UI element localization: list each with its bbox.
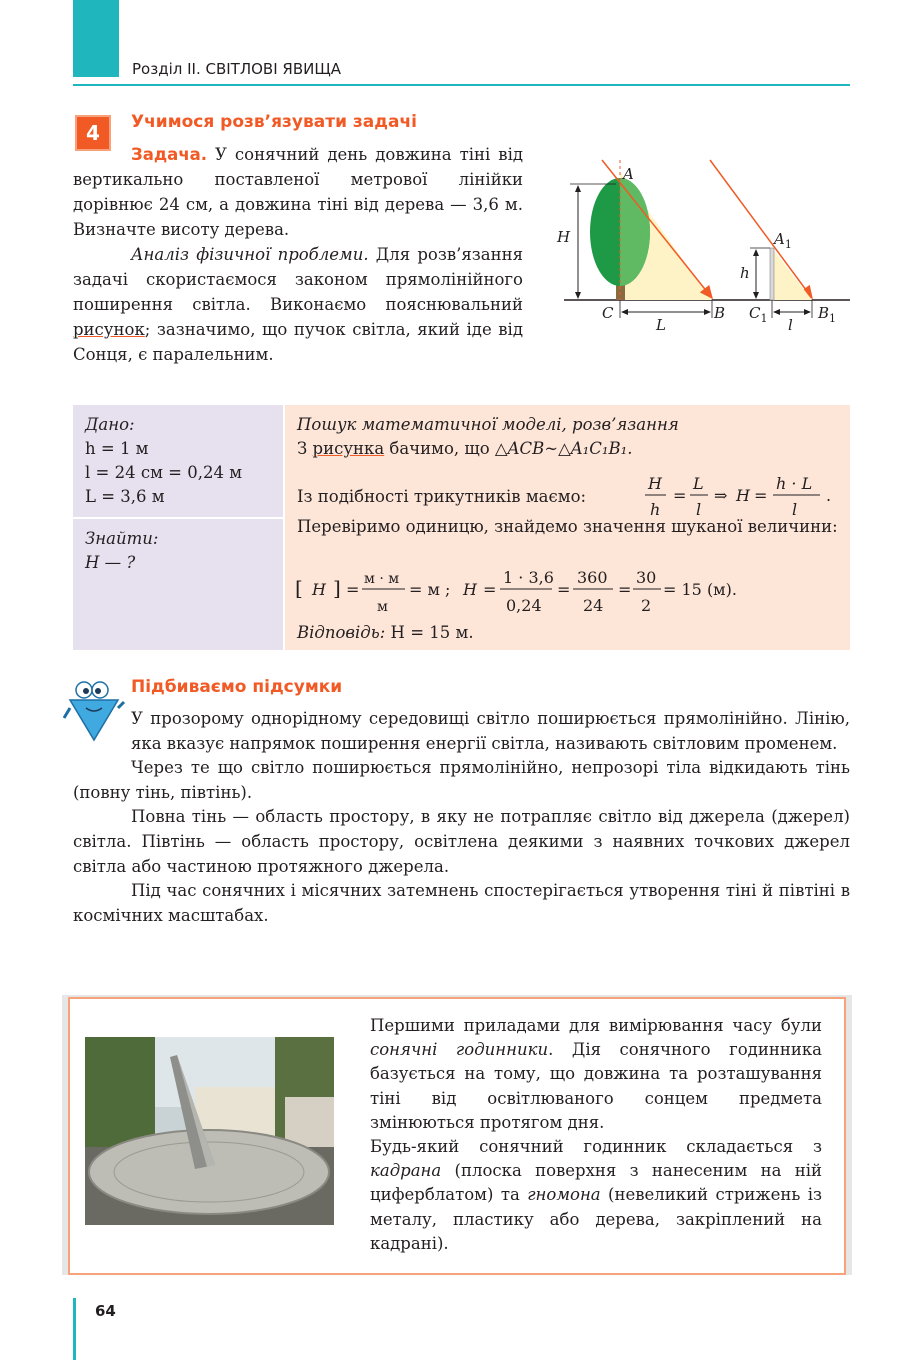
similarity-statement: △ACB∼△A₁C₁B₁. [494, 439, 633, 458]
svg-text:L: L [693, 474, 704, 493]
section-title: Учимося розв’язувати задачі [131, 112, 417, 132]
analysis-lead: Аналіз фізичної проблеми. [131, 245, 369, 264]
label-A: A [623, 165, 634, 183]
svg-text:H: H [463, 580, 477, 599]
problem-statement: У сонячний день довжина тіні від вертикально поставленої метрової лінійки дорівнює 24 см, а довжина тіні від дерева — 3,6 м. Визначте висоту дерева. [73, 145, 523, 239]
answer-line: Відповідь: H = 15 м. [297, 623, 474, 642]
page-number: 64 [95, 1302, 116, 1320]
solution-box [285, 405, 850, 650]
svg-text:=: = [618, 580, 632, 599]
svg-text:=: = [346, 580, 360, 599]
ratio-formula [640, 469, 840, 521]
calculation-formula [295, 565, 765, 619]
svg-text:h: h [650, 500, 661, 519]
label-B1: $B_1$ [818, 304, 837, 325]
given-title: Дано: [85, 415, 135, 434]
svg-text:l: l [696, 500, 702, 519]
svg-text:30: 30 [636, 568, 657, 587]
summary-title: Підбиваємо підсумки [131, 677, 343, 697]
given-line: l = 24 см = 0,24 м [85, 463, 243, 482]
svg-text:H: H [312, 580, 326, 599]
analysis-text-end: ; зазначимо, що пучок світла, який іде від Сонця, є паралельним. [73, 320, 523, 364]
svg-text:=: = [483, 580, 497, 599]
svg-text:м · м: м · м [364, 571, 400, 587]
footer-bar [73, 1298, 76, 1360]
label-L: L [656, 316, 666, 334]
svg-text:H: H [736, 486, 750, 505]
label-C1: $C_1$ [749, 304, 768, 325]
svg-text:м: м [377, 599, 388, 615]
svg-text:[: [ [295, 576, 303, 600]
label-l: l [788, 316, 793, 334]
section-number-badge: 4 [75, 115, 111, 151]
svg-text:H: H [648, 474, 662, 493]
svg-text:h · L: h · L [776, 474, 813, 493]
svg-text:360: 360 [577, 568, 608, 587]
svg-text:24: 24 [583, 596, 604, 615]
summary-paragraph: Повна тінь — область простору, в яку не потрапляє світло від джерела (джерел) світла. Півтінь — область простору, освітлена деякими з наявних точкових джерел світла або частиною протяжного джерела. [73, 807, 850, 876]
svg-text:1 · 3,6: 1 · 3,6 [503, 568, 554, 587]
find-title: Знайти: [85, 529, 159, 548]
svg-text:=: = [754, 486, 768, 505]
svg-text:= 15 (м).: = 15 (м). [663, 580, 737, 599]
svg-text:= м ;: = м ; [409, 580, 451, 599]
figure-link-2[interactable]: рисунка [312, 439, 385, 458]
label-A1: $A_1$ [774, 230, 792, 251]
sundial-photo [85, 1037, 334, 1225]
svg-text:=: = [673, 486, 687, 505]
problem-text [73, 142, 523, 367]
chapter-title: Розділ ІІ. СВІТЛОВІ ЯВИЩА [132, 60, 341, 78]
given-line: L = 3,6 м [85, 487, 165, 506]
summary-paragraph: Через те що світло поширюється прямолінійно, непрозорі тіла відкидають тінь (повну тінь, півтінь). [73, 758, 850, 802]
solution-line-3: Перевіримо одиницю, знайдемо значення шуканої величини: [297, 517, 838, 536]
ruler [770, 248, 774, 300]
summary-text [73, 707, 850, 928]
analysis-text: Для розв’язання задачі скористаємося законом прямолінійного поширення світла. Виконаємо пояснювальний [73, 245, 523, 314]
label-B: B [714, 304, 726, 322]
svg-text:0,24: 0,24 [506, 596, 542, 615]
solution-title: Пошук математичної моделі, розв’язання [297, 415, 679, 434]
solution-line-2: Із подібності трикутників маємо: [297, 487, 587, 506]
svg-text:.: . [826, 486, 832, 505]
given-box [73, 405, 283, 517]
summary-paragraph: У прозорому однорідному середовищі світло поширюється прямолінійно. Лінію, яка вказує напрямок поширення енергії світла, називають світловим променем. [131, 709, 850, 753]
info-text: Першими приладами для вимірювання часу були сонячні годинники. Дія сонячного годинника базується на тому, що довжина та розташування тіні від освітлюваного сонцем предмета змінюються протягом дня. Будь-який сонячний годинник складається з кадрана (плоска поверхня з нанесеним на ній циферблатом) та гномона (невеликий стрижень із металу, пластику або дерева, закріплений на кадрані). [370, 1016, 822, 1253]
find-box [73, 519, 283, 650]
given-line: h = 1 м [85, 439, 149, 458]
shadow-diagram [550, 150, 850, 340]
figure-link[interactable]: рисунок [73, 320, 145, 339]
svg-text:=: = [557, 580, 571, 599]
problem-lead: Задача. [131, 145, 208, 164]
svg-text:2: 2 [641, 596, 652, 615]
svg-text:]: ] [333, 576, 341, 600]
sun-ray-2 [710, 160, 812, 298]
label-C: C [602, 304, 614, 322]
summary-paragraph: Під час сонячних і місячних затемнень спостерігається утворення тіні й півтіні в космічних масштабах. [73, 881, 850, 925]
header-divider [73, 84, 850, 86]
find-line: H — ? [85, 553, 136, 572]
solution-line-1: З рисунка бачимо, що △ACB∼△A₁C₁B₁. [297, 439, 633, 458]
svg-text:l: l [792, 500, 798, 519]
header-color-block [73, 0, 119, 77]
svg-text:⇒: ⇒ [714, 486, 728, 505]
label-h: h [740, 264, 750, 282]
label-H: H [557, 228, 571, 246]
